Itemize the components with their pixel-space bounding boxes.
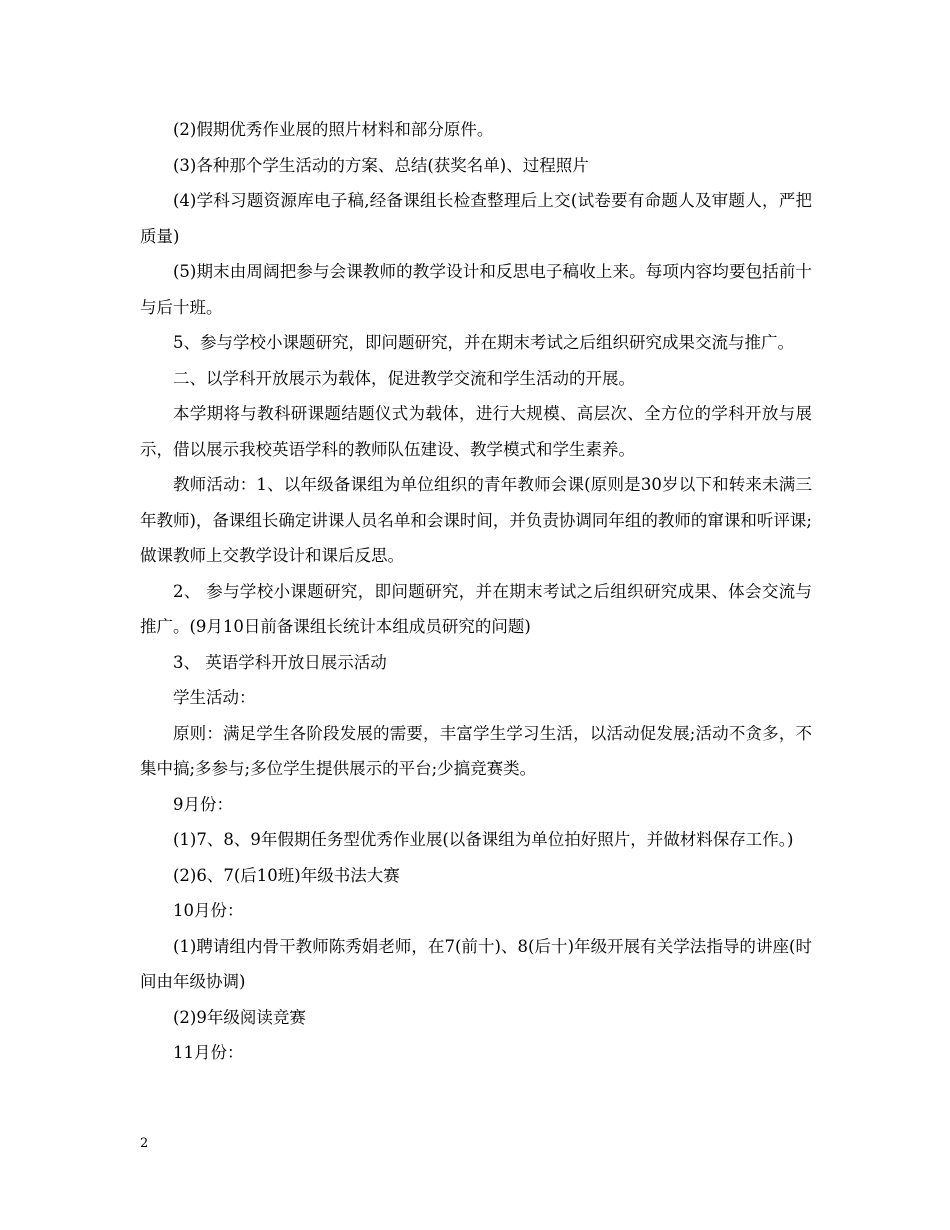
paragraph-9: 2、 参与学校小课题研究，即问题研究，并在期末考试之后组织研究成果、体会交流与推广。(9月10日前备课组长统计本组成员研究的问题) (140, 581, 812, 636)
paragraph-19: 11月份： (173, 1043, 244, 1062)
paragraph-10: 3、 英语学科开放日展示活动 (173, 652, 387, 672)
paragraph-16: 10月份： (173, 901, 244, 920)
page-number: 2 (140, 1136, 149, 1151)
paragraph-15: (2)6、7(后10班)年级书法大赛 (173, 865, 400, 885)
paragraph-2: (3)各种那个学生活动的方案、总结(获奖名单)、过程照片 (173, 155, 589, 175)
document-body (140, 112, 812, 1071)
paragraph-11: 学生活动： (173, 688, 256, 707)
paragraph-14: (1)7、8、9年假期任务型优秀作业展(以备课组为单位拍好照片，并做材料保存工作。) (173, 830, 794, 849)
section-heading: 二、以学科开放展示为载体，促进教学交流和学生活动的开展。 (173, 368, 635, 388)
paragraph-8: 教师活动：1、以年级备课组为单位组织的青年教师会课(原则是30岁以下和转来未满三年教师)，备课组长确定讲课人员名单和会课时间，并负责协调同年组的教师的窜课和听评课;做课教师上交教学设计和课后反思。 (140, 475, 812, 565)
paragraph-5: 5、参与学校小课题研究，即问题研究，并在期末考试之后组织研究成果交流与推广。 (173, 333, 794, 352)
paragraph-3: (4)学科习题资源库电子稿,经备课组长检查整理后上交(试卷要有命题人及审题人，严把质量) (140, 191, 812, 246)
paragraph-13: 9月份： (173, 794, 233, 814)
paragraph-17: (1)聘请组内骨干教师陈秀娟老师，在7(前十)、8(后十)年级开展有关学法指导的讲座(时间由年级协调) (140, 936, 812, 991)
paragraph-4: (5)期末由周阔把参与会课教师的教学设计和反思电子稿收上来。每项内容均要包括前十与后十班。 (140, 262, 812, 317)
paragraph-12: 原则：满足学生各阶段发展的需要，丰富学生学习生活，以活动促发展;活动不贪多，不集中搞;多参与;多位学生提供展示的平台;少搞竞赛类。 (140, 723, 812, 778)
paragraph-18: (2)9年级阅读竞赛 (173, 1007, 306, 1027)
paragraph-1: (2)假期优秀作业展的照片材料和部分原件。 (173, 120, 494, 139)
paragraph-7: 本学期将与教科研课题结题仪式为载体，进行大规模、高层次、全方位的学科开放与展示，借以展示我校英语学科的教师队伍建设、教学模式和学生素养。 (140, 404, 812, 459)
